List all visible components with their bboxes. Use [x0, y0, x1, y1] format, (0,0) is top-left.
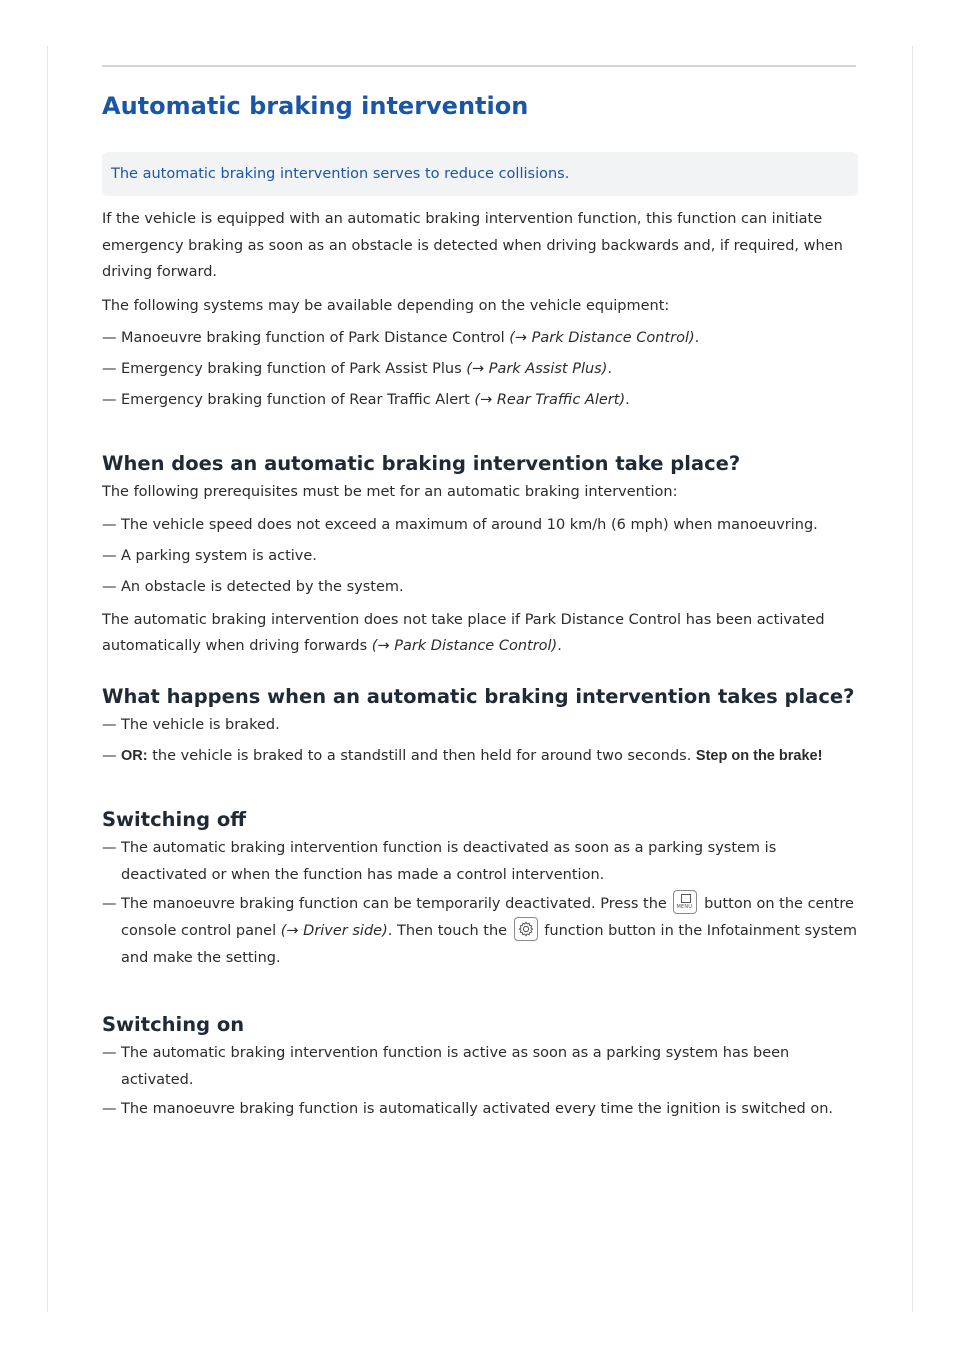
dash: —	[102, 747, 117, 764]
item-text: button on the centre console control panel	[121, 895, 854, 939]
section-heading-what: What happens when an automatic braking intervention takes place?	[102, 684, 855, 708]
item-text: The vehicle speed does not exceed a maximum of around 10 km/h (6 mph) when manoeuvring.	[121, 516, 818, 533]
dash: —	[102, 1100, 117, 1117]
or-label: OR:	[121, 747, 148, 764]
dash: —	[102, 839, 117, 856]
dash: —	[102, 516, 117, 533]
cross-reference-link[interactable]: (→ Rear Traffic Alert)	[474, 392, 626, 408]
menu-icon-label: MENU	[676, 904, 693, 910]
list-item	[102, 891, 858, 972]
item-text: An obstacle is detected by the system.	[121, 578, 404, 595]
item-text: function button in the Infotainment system and make the setting.	[121, 922, 857, 966]
prerequisites-list	[102, 512, 858, 601]
punct: .	[557, 638, 562, 654]
systems-list	[102, 325, 858, 414]
warning-text: Step on the brake!	[695, 747, 823, 764]
list-item	[102, 712, 858, 739]
list-item	[102, 387, 858, 414]
summary-box: The automatic braking intervention serves to reduce collisions.	[102, 152, 858, 196]
list-item	[102, 574, 858, 601]
list-item	[102, 325, 858, 352]
punct: .	[694, 330, 700, 346]
page-margin-left	[47, 46, 48, 1312]
switching-on-list	[102, 1040, 858, 1123]
section-heading-switching-off: Switching off	[102, 807, 247, 831]
dash: —	[102, 716, 117, 733]
when-note	[102, 607, 858, 660]
what-list	[102, 712, 858, 770]
page-margin-right	[912, 46, 913, 1312]
cross-reference-link[interactable]: (→ Driver side)	[280, 922, 388, 939]
punct: .	[625, 392, 630, 408]
dash: —	[102, 578, 117, 595]
item-text: . Then touch the	[387, 922, 512, 939]
list-item	[102, 512, 858, 539]
dash: —	[102, 1044, 117, 1061]
section-heading-when: When does an automatic braking intervention take place?	[102, 452, 741, 475]
dash: —	[102, 895, 117, 912]
dash: —	[102, 330, 117, 346]
cross-reference-link[interactable]: (→ Park Assist Plus)	[466, 361, 608, 377]
parking-menu-button-icon	[673, 890, 697, 914]
item-text: A parking system is active.	[121, 547, 317, 564]
note-text: The automatic braking intervention does not take place if Park Distance Control has been activated automatically when driving forwards	[102, 611, 825, 654]
item-text: the vehicle is braked to a standstill and then held for around two seconds.	[147, 747, 696, 764]
item-text: Manoeuvre braking function of Park Distance Control	[121, 330, 510, 346]
dash: —	[102, 547, 117, 564]
page-title: Automatic braking intervention	[102, 92, 529, 120]
systems-intro: The following systems may be available depending on the vehicle equipment:	[102, 297, 670, 314]
parking-square-icon	[681, 894, 691, 903]
list-item	[102, 1096, 858, 1123]
dash: —	[102, 361, 117, 377]
gear-icon	[514, 917, 538, 941]
cross-reference-link[interactable]: (→ Park Distance Control)	[509, 330, 695, 346]
item-text: The automatic braking intervention function is active as soon as a parking system has been activated.	[121, 1044, 790, 1088]
cross-reference-link[interactable]: (→ Park Distance Control)	[371, 638, 558, 654]
top-divider	[102, 65, 856, 67]
item-text: The manoeuvre braking function is automatically activated every time the ignition is switched on.	[121, 1100, 834, 1117]
intro-paragraph: If the vehicle is equipped with an automatic braking intervention function, this function can initiate emergency braking as soon as an obstacle is detected when driving backwards and, if required, when driving forward.	[102, 211, 843, 280]
item-text: The automatic braking intervention function is deactivated as soon as a parking system is deactivated or when the function has made a control intervention.	[121, 839, 777, 883]
item-text: Emergency braking function of Rear Traffic Alert	[121, 392, 475, 408]
when-intro: The following prerequisites must be met for an automatic braking intervention:	[102, 484, 678, 500]
section-heading-switching-on: Switching on	[102, 1012, 245, 1036]
item-text: The manoeuvre braking function can be temporarily deactivated. Press the	[121, 895, 672, 912]
item-text: The vehicle is braked.	[121, 716, 280, 733]
list-item	[102, 1040, 858, 1094]
list-item	[102, 356, 858, 383]
list-item	[102, 743, 858, 770]
item-text: Emergency braking function of Park Assist Plus	[121, 361, 467, 377]
list-item	[102, 543, 858, 570]
list-item	[102, 835, 858, 889]
page-content	[102, 88, 858, 1125]
switching-off-list	[102, 835, 858, 972]
dash: —	[102, 392, 117, 408]
punct: .	[607, 361, 612, 377]
